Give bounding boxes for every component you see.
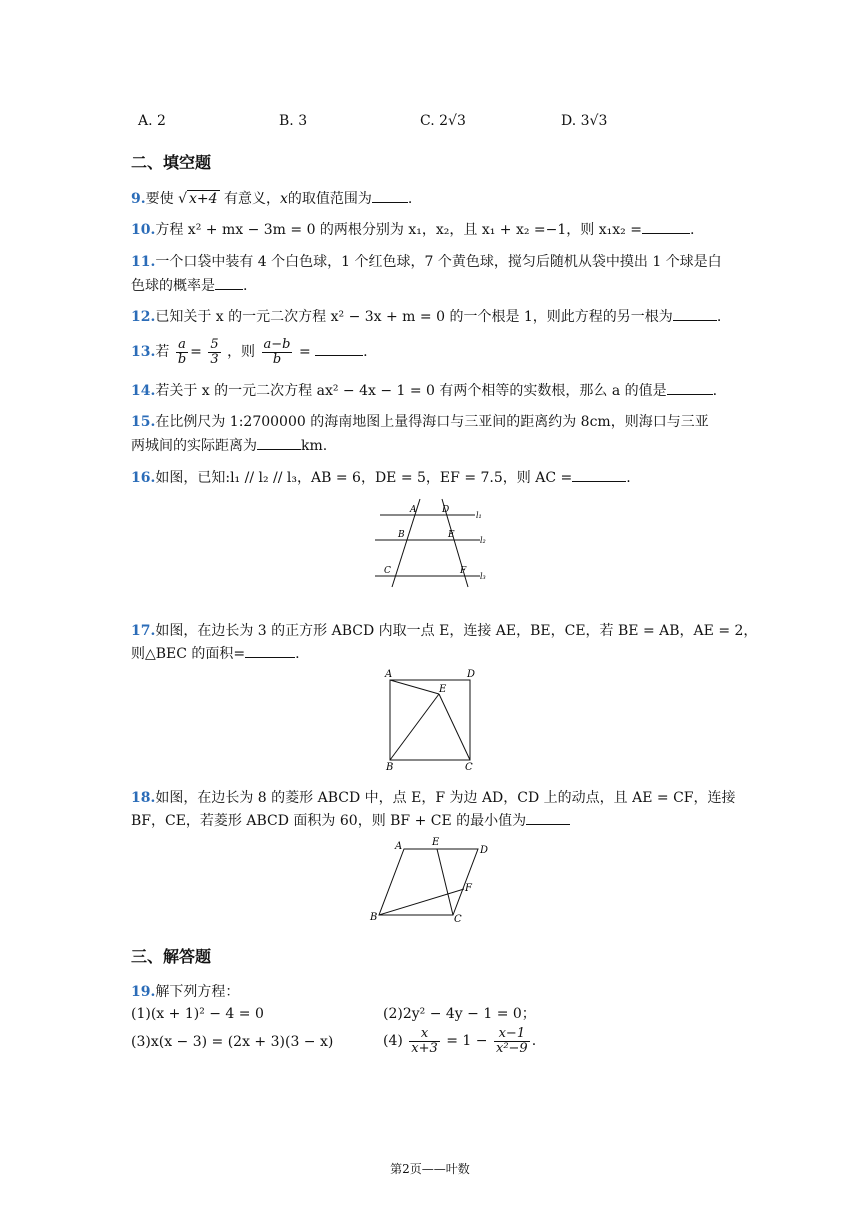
section-fill-blank-title: 二、填空题 (131, 153, 212, 172)
rhombus-figure (368, 833, 498, 925)
question-12: 12.已知关于 x 的一元二次方程 x² − 3x + m = 0 的一个根是 1，则此方程的另一根为 . (131, 306, 721, 327)
page-footer: 第2页——叶数 (390, 1162, 470, 1176)
question-17: 17.如图，在边长为 3 的正方形 ABCD 内取一点 E，连接 AE，BE，CE，若 BE = AB，AE = 2， (131, 623, 758, 639)
question-13: 13.若 $\frac{a}{b}$ = $\frac{5}{3}$ ，则 $\frac{a-b}{b}$ = . (131, 336, 368, 367)
equation-2: (2)2y² − 4y − 1 = 0； (383, 1006, 536, 1022)
answer-blank[interactable] (667, 380, 713, 395)
fig18-label-c: C (454, 914, 462, 925)
fig17-label-c: C (465, 762, 473, 772)
fig18-label-e: E (432, 837, 440, 848)
option-c: C. 2√3 (420, 113, 466, 129)
square-figure (380, 666, 480, 772)
fig18-label-d: D (480, 845, 489, 856)
question-18-line2: BF，CE，若菱形 ABCD 面积为 60，则 BF + CE 的最小值为 (131, 810, 570, 831)
equation-4: (4) $\frac{x}{x+3}$ = 1 − $\frac{x-1}{\text{x²−9}}$ . (383, 1025, 537, 1056)
question-15-line2: 两城间的实际距离为 km. (131, 435, 327, 456)
fig18-label-a: A (395, 841, 403, 852)
fig16-line-l3: l₃ (480, 572, 486, 581)
answer-blank[interactable] (245, 643, 295, 658)
fraction-x-over-x-plus-3: $\frac{x}{x+3}$ (411, 1025, 438, 1056)
answer-blank[interactable] (526, 810, 570, 825)
fig17-label-d: D (467, 669, 476, 680)
answer-blank[interactable] (372, 188, 408, 203)
question-14: 14.若关于 x 的一元二次方程 ax² − 4x − 1 = 0 有两个相等的实数根，那么 a 的值是 . (131, 380, 717, 401)
option-d: D. 3√3 (561, 113, 608, 129)
fig18-label-b: B (370, 912, 378, 923)
fig16-line-l2: l₂ (480, 536, 486, 545)
equation-3: (3)x(x − 3) = (2x + 3)(3 − x) (131, 1034, 334, 1050)
answer-blank[interactable] (642, 219, 690, 234)
fraction-x-minus-1-over-x2-minus-9: $\frac{x-1}{\text{x²−9}}$ (495, 1025, 528, 1056)
option-b: B. 3 (279, 113, 308, 129)
fig17-label-a: A (385, 669, 393, 680)
fig17-label-e: E (439, 684, 447, 695)
answer-blank[interactable] (257, 435, 301, 450)
fig18-label-f: F (465, 883, 472, 894)
fraction-a-minus-b-over-b: $\frac{a-b}{b}$ (263, 336, 291, 367)
question-11: 11.一个口袋中装有 4 个白色球，1 个红色球，7 个黄色球，搅匀后随机从袋中摸出 1 个球是白 (131, 254, 722, 270)
sqrt-expression: √ x+4 (178, 191, 218, 207)
fig16-label-f: F (460, 566, 467, 576)
fig16-label-c: C (384, 566, 391, 576)
question-17-line2: 则△BEC 的面积= . (131, 643, 300, 664)
question-11-line2: 色球的概率是 . (131, 275, 247, 296)
question-9: 9.要使 √ x+4 有意义，x的取值范围为 . (131, 188, 412, 209)
answer-blank[interactable] (572, 467, 626, 482)
answer-blank[interactable] (215, 275, 243, 290)
fraction-5-over-3: $\frac{5}{3}$ (210, 336, 219, 367)
fig16-label-a: A (410, 505, 417, 515)
answer-blank[interactable] (315, 341, 363, 356)
fig17-label-b: B (386, 762, 394, 772)
question-15: 15.在比例尺为 1:2700000 的海南地图上量得海口与三亚间的距离约为 8cm，则海口与三亚 (131, 414, 709, 430)
fig16-label-d: D (442, 505, 450, 515)
equation-1: (1)(x + 1)² − 4 = 0 (131, 1006, 264, 1022)
fig16-label-b: B (398, 530, 405, 540)
section-answer-title: 三、解答题 (131, 947, 212, 966)
fig16-label-e: E (448, 530, 455, 540)
parallel-lines-figure (370, 497, 490, 589)
fig16-line-l1: l₁ (476, 511, 482, 520)
fraction-a-over-b: $\frac{a}{b}$ (177, 336, 187, 367)
question-10: 10.方程 x² + mx − 3m = 0 的两根分别为 x₁，x₂，且 x₁ + x₂ =−1，则 x₁x₂ = . (131, 219, 694, 240)
question-16: 16.如图，已知:l₁ // l₂ // l₃，AB = 6，DE = 5，EF = 7.5，则 AC = . (131, 467, 631, 488)
question-19: 19.解下列方程： (131, 984, 240, 1000)
answer-blank[interactable] (673, 306, 717, 321)
option-a: A. 2 (138, 113, 166, 129)
question-18: 18.如图，在边长为 8 的菱形 ABCD 中，点 E，F 为边 AD，CD 上的动点，且 AE = CF，连接 (131, 790, 736, 806)
